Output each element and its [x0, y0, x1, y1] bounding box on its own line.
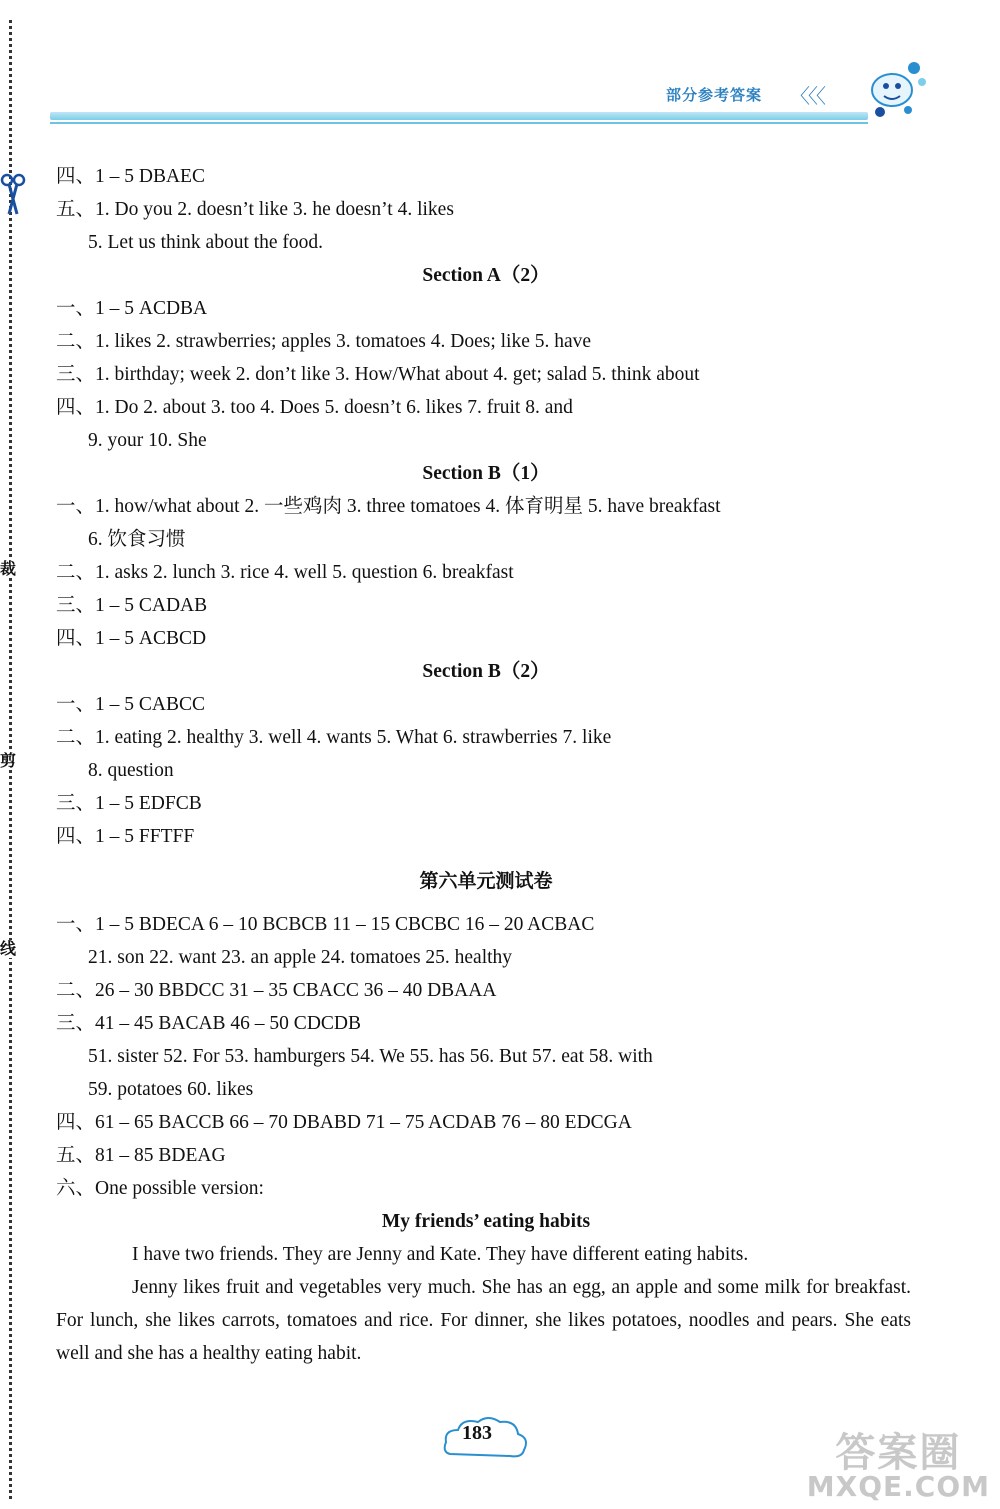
- answer-line: 一、1 – 5 BDECA 6 – 10 BCBCB 11 – 15 CBCBC 16 – 20 ACBAC: [56, 914, 595, 935]
- essay-title: My friends’ eating habits: [381, 1211, 591, 1232]
- answer-line: 一、1. how/what about 2. 一些鸡肉 3. three tomatoes 4. 体育明星 5. have breakfast: [56, 496, 721, 517]
- scissors-icon: [0, 172, 26, 218]
- answer-line: 四、1 – 5 FFTFF: [56, 826, 195, 847]
- header-divider: [50, 122, 868, 124]
- answer-line: 8. question: [88, 760, 174, 781]
- answer-line: 5. Let us think about the food.: [88, 232, 324, 253]
- answer-line: 一、1 – 5 ACDBA: [56, 298, 208, 319]
- answer-line: 21. son 22. want 23. an apple 24. tomatoes 25. healthy: [88, 947, 513, 968]
- section-title: Section A（2）: [422, 265, 550, 286]
- essay-paragraph: Jenny likes fruit and vegetables very much. She has an egg, an apple and some milk for breakfast. For lunch, she likes carrots, tomatoes and rice. For dinner, she likes potatoes, noodles and pears. She eats well and she has a healthy eating habit.: [56, 1277, 911, 1364]
- answer-line: 二、1. likes 2. strawberries; apples 3. tomatoes 4. Does; like 5. have: [56, 331, 592, 352]
- answer-line: 9. your 10. She: [88, 430, 207, 451]
- answer-line: 五、1. Do you 2. doesn’t like 3. he doesn’t 4. likes: [56, 199, 454, 220]
- answer-line: 四、1. Do 2. about 3. too 4. Does 5. doesn’t 6. likes 7. fruit 8. and: [56, 397, 573, 418]
- answer-line: 四、1 – 5 ACBCD: [56, 628, 207, 649]
- answer-line: 三、41 – 45 BACAB 46 – 50 CDCDB: [56, 1013, 361, 1034]
- answer-line: 三、1 – 5 CADAB: [56, 595, 208, 616]
- answer-line: 四、61 – 65 BACCB 66 – 70 DBABD 71 – 75 ACDAB 76 – 80 EDCGA: [56, 1112, 632, 1133]
- chevron-left-icon: 〈〈〈: [790, 84, 824, 108]
- watermark-top: 答案圈: [835, 1430, 962, 1476]
- answer-line: 六、One possible version:: [56, 1178, 264, 1199]
- answer-line: 三、1 – 5 EDFCB: [56, 793, 202, 814]
- answer-line: 二、1. asks 2. lunch 3. rice 4. well 5. question 6. breakfast: [56, 562, 514, 583]
- header-title: 部分参考答案: [666, 86, 763, 104]
- answer-line: 51. sister 52. For 53. hamburgers 54. We 55. has 56. But 57. eat 58. with: [88, 1046, 653, 1067]
- answer-content: [56, 160, 916, 1370]
- answer-line: 四、1 – 5 DBAEC: [56, 166, 205, 187]
- cut-char-2: 剪: [0, 751, 17, 770]
- answer-line: 二、26 – 30 BBDCC 31 – 35 CBACC 36 – 40 DBAAA: [56, 980, 497, 1001]
- answer-line: 59. potatoes 60. likes: [88, 1079, 254, 1100]
- section-title: Section B（1）: [422, 463, 550, 484]
- page-number: 183: [462, 1422, 492, 1444]
- watermark: [806, 1430, 990, 1503]
- watermark-bottom: MXQE.COM: [806, 1470, 990, 1503]
- answer-line: 五、81 – 85 BDEAG: [56, 1145, 226, 1166]
- answer-line: 三、1. birthday; week 2. don’t like 3. How/What about 4. get; salad 5. think about: [56, 364, 700, 385]
- answer-line: 一、1 – 5 CABCC: [56, 694, 205, 715]
- section-title: Section B（2）: [422, 661, 550, 682]
- cut-char-3: 线: [0, 939, 17, 958]
- mascot-icon: [862, 52, 932, 122]
- essay-paragraph: I have two friends. They are Jenny and Kate. They have different eating habits.: [132, 1244, 749, 1265]
- unit-title: 第六单元测试卷: [419, 870, 553, 892]
- header-bar: [50, 112, 868, 120]
- answer-line: 二、1. eating 2. healthy 3. well 4. wants 5. What 6. strawberries 7. like: [56, 727, 612, 748]
- cut-char-1: 裁: [0, 559, 17, 578]
- answer-line: 6. 饮食习惯: [88, 529, 186, 550]
